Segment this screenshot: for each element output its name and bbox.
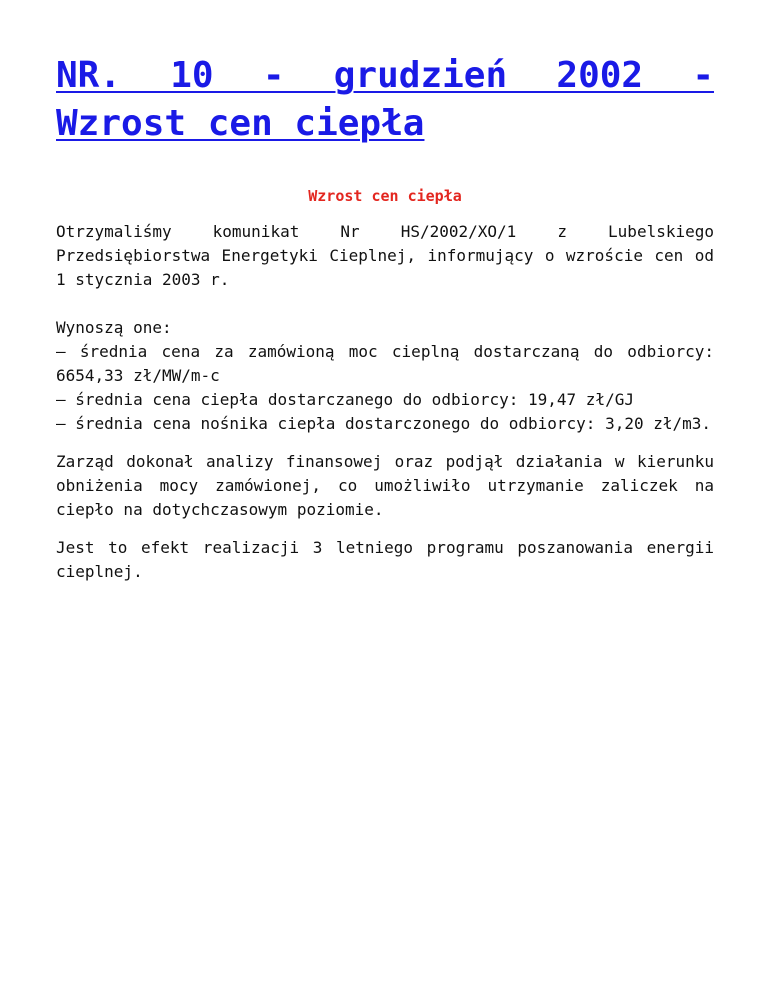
- price-item-carrier: – średnia cena nośnika ciepła dostarczonego do odbiorcy: 3,20 zł/m3.: [56, 414, 712, 433]
- price-list: [56, 316, 714, 436]
- article: [56, 52, 714, 584]
- price-list-intro: Wynoszą one:: [56, 318, 172, 337]
- paragraph-announcement: Otrzymaliśmy komunikat Nr HS/2002/XO/1 z Lubelskiego Przedsiębiorstwa Energetyki Cieplnej, informujący o wzroście cen od 1 stycznia 2003 r.: [56, 222, 714, 289]
- price-item-capacity: – średnia cena za zamówioną moc cieplną dostarczaną do odbiorcy: 6654,33 zł/MW/m-c: [56, 342, 714, 385]
- title-link[interactable]: NR. 10 - grudzień 2002 - Wzrost cen ciepła: [56, 55, 714, 144]
- price-item-heat: – średnia cena ciepła dostarczanego do odbiorcy: 19,47 zł/GJ: [56, 390, 634, 409]
- page-title: [56, 52, 714, 148]
- paragraph-program: Jest to efekt realizacji 3 letniego programu poszanowania energii cieplnej.: [56, 538, 714, 581]
- article-subtitle: Wzrost cen ciepła: [308, 187, 462, 205]
- paragraph-board-actions: Zarząd dokonał analizy finansowej oraz podjął działania w kierunku obniżenia mocy zamówionej, co umożliwiło utrzymanie zaliczek na ciepło na dotychczasowym poziomie.: [56, 452, 714, 519]
